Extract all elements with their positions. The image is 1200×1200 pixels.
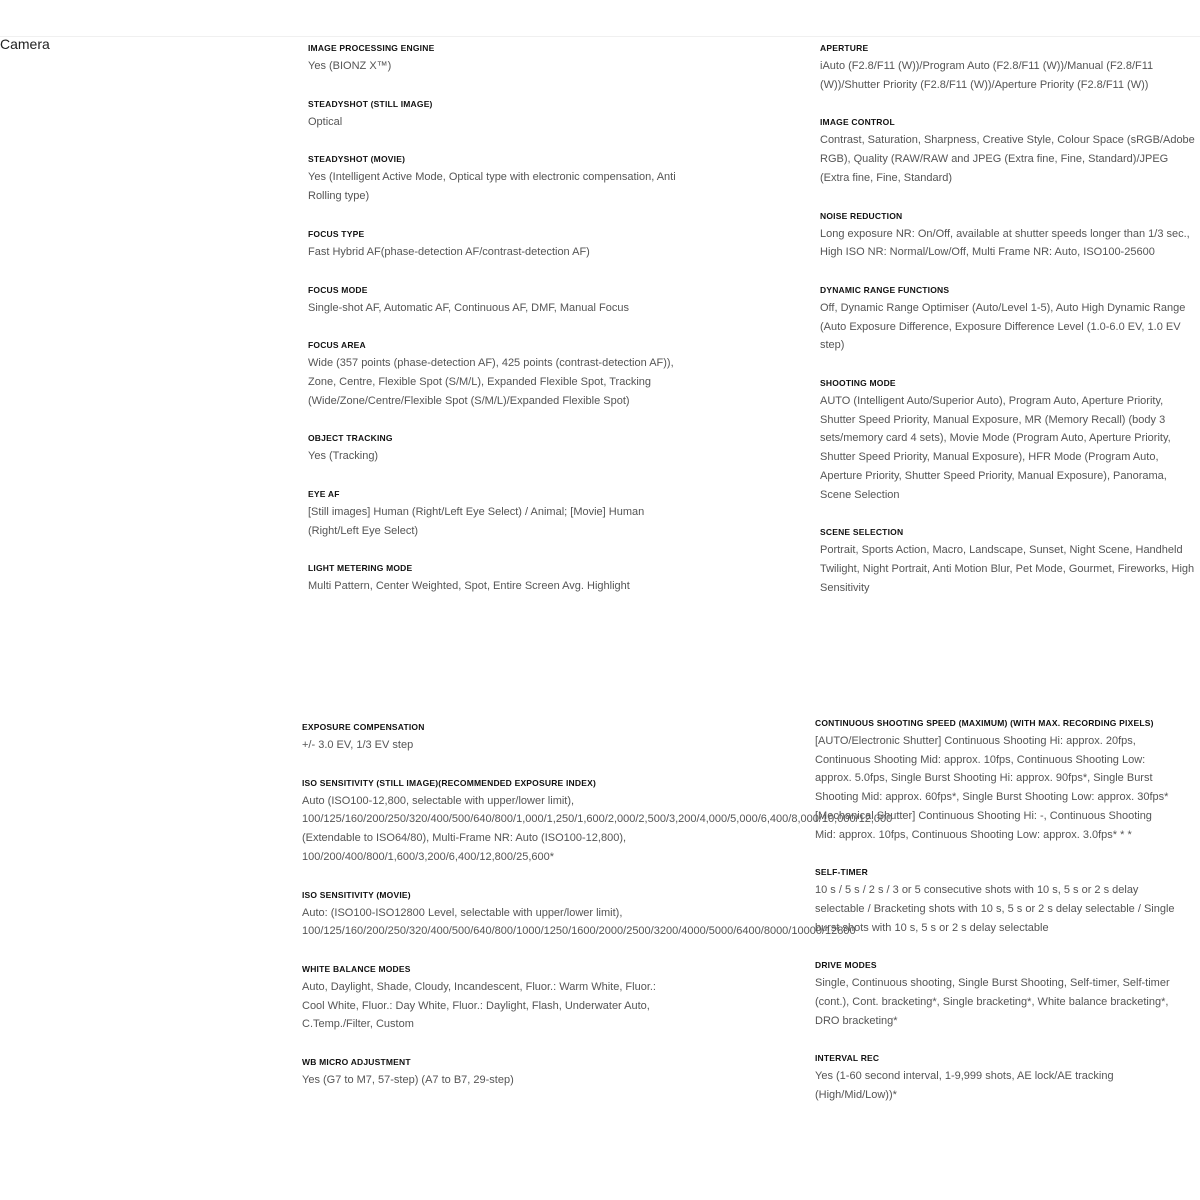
spec-item (815, 956, 1175, 1030)
spec-label: LIGHT METERING MODE (308, 563, 413, 574)
spec-value: iAuto (F2.8/F11 (W))/Program Auto (F2.8/F11 (W))/Manual (F2.8/F11 (W))/Shutter Priority (F2.8/F11 (W))/Aperture Priority (F2.8/F11 (W)) (820, 60, 1154, 91)
spec-value: Off, Dynamic Range Optimiser (Auto/Level 1-5), Auto High Dynamic Range (Auto Exposure Difference, Exposure Difference Level (1.0-6.0 EV, 1.0 EV step) (820, 301, 1186, 352)
spec-label: STEADYSHOT (MOVIE) (308, 154, 406, 165)
spec-value: Contrast, Saturation, Sharpness, Creative Style, Colour Space (sRGB/Adobe RGB), Quality (RAW/RAW and JPEG (Extra fine, Fine, Standard)/JPEG (Extra fine, Fine, Standard) (820, 134, 1195, 184)
spec-item (308, 39, 683, 76)
spec-label: SHOOTING MODE (820, 378, 896, 389)
spec-item (308, 559, 683, 596)
spec-item (815, 863, 1175, 937)
spec-value: Single-shot AF, Automatic AF, Continuous AF, DMF, Manual Focus (308, 301, 629, 314)
spec-item (308, 150, 683, 205)
spec-item (302, 774, 893, 867)
spec-value: Auto, Daylight, Shade, Cloudy, Incandescent, Fluor.: Warm White, Fluor.: Cool White, Fluor.: Day White, Fluor.: Daylight, Flash, Underwater Auto, C.Temp./Filter, Custom (302, 980, 656, 1031)
spec-label: DYNAMIC RANGE FUNCTIONS (820, 284, 950, 295)
spec-label: FOCUS TYPE (308, 228, 365, 239)
spec-item (302, 886, 856, 941)
spec-item (820, 374, 1195, 504)
spec-label: OBJECT TRACKING (308, 433, 393, 444)
spec-label: WHITE BALANCE MODES (302, 963, 411, 974)
spec-item (820, 281, 1195, 355)
spec-item (302, 718, 677, 755)
spec-label: FOCUS MODE (308, 284, 368, 295)
spec-item (815, 1049, 1175, 1104)
spec-value: Yes (G7 to M7, 57-step) (A7 to B7, 29-step) (302, 1074, 514, 1087)
spec-item (820, 113, 1195, 187)
top-bar (0, 0, 1200, 37)
spec-label: STEADYSHOT (STILL IMAGE) (308, 98, 433, 109)
spec-label: DRIVE MODES (815, 960, 877, 971)
specs-column-left-1 (308, 39, 683, 615)
spec-value: Yes (Tracking) (308, 450, 379, 463)
category-label: Camera (0, 36, 50, 52)
spec-value: [AUTO/Electronic Shutter] Continuous Shooting Hi: approx. 20fps, Continuous Shooting Mid: approx. 10fps, Continuous Shooting Low: approx. 5.0fps, Single Burst Shooting Hi: approx. 90fps*, Single Burst Shooting Mid: approx. 60fps*, Single Burst Shooting Low: approx. 30fps* [Mechanical Shutter] Continuous Shooting Hi: -, Continuous Shooting Mid: approx. 10fps, Continuous Shooting Low: approx. 3.0fps* * * (815, 735, 1169, 841)
spec-value: [Still images] Human (Right/Left Eye Select) / Animal; [Movie] Human (Right/Left Eye Select) (308, 506, 645, 537)
spec-value: Yes (BIONZ X™) (308, 60, 392, 72)
spec-label: ISO SENSITIVITY (MOVIE) (302, 889, 411, 900)
spec-label: SCENE SELECTION (820, 527, 904, 538)
spec-value: Yes (1-60 second interval, 1-9,999 shots, AE lock/AE tracking (High/Mid/Low))* (815, 1070, 1114, 1102)
spec-item (308, 485, 683, 540)
spec-item (308, 429, 683, 466)
spec-label: WB MICRO ADJUSTMENT (302, 1057, 411, 1068)
spec-item (820, 207, 1195, 262)
specs-column-right-2 (815, 714, 1175, 1124)
spec-label: INTERVAL REC (815, 1053, 880, 1064)
spec-item (308, 281, 683, 318)
spec-value: Portrait, Sports Action, Macro, Landscape, Sunset, Night Scene, Handheld Twilight, Night Portrait, Anti Motion Blur, Pet Mode, Gourmet, Fireworks, High Sensitivity (820, 544, 1195, 594)
spec-item (308, 336, 683, 410)
spec-label: APERTURE (820, 43, 869, 53)
spec-item (308, 225, 683, 262)
spec-value: Multi Pattern, Center Weighted, Spot, Entire Screen Avg. Highlight (308, 580, 630, 593)
spec-label: SELF-TIMER (815, 867, 868, 878)
spec-item (308, 95, 683, 132)
spec-value: Single, Continuous shooting, Single Burst Shooting, Self-timer, Self-timer (cont.), Cont. bracketing*, Single bracketing*, White balance bracketing*, DRO bracketing* (815, 977, 1170, 1027)
spec-value: Auto: (ISO100-ISO12800 Level, selectable with upper/lower limit), 100/125/160/200/250/320/400/500/640/800/1000/1250/1600/2000/2500/3200/4000/5000/6400/8000/10000/12800 (302, 906, 856, 938)
spec-item (302, 960, 677, 1034)
spec-item (820, 523, 1195, 597)
spec-label: ISO SENSITIVITY (STILL IMAGE)(RECOMMENDED EXPOSURE INDEX) (302, 777, 596, 788)
spec-value: AUTO (Intelligent Auto/Superior Auto), Program Auto, Aperture Priority, Shutter Speed Priority, Manual Exposure, MR (Memory Recall) (body 3 sets/memory card 4 sets), Movie Mode (Program Auto, Aperture Priority, Shutter Speed Priority, Manual Exposure), HFR Mode (Program Auto, Aperture Priority, Shutter Speed Priority, Manual Exposure), Panorama, Scene Selection (820, 395, 1171, 501)
spec-value: Long exposure NR: On/Off, available at shutter speeds longer than 1/3 sec., High ISO NR: Normal/Low/Off, Multi Frame NR: Auto, ISO100-25600 (820, 227, 1190, 259)
spec-label: CONTINUOUS SHOOTING SPEED (MAXIMUM) (WITH MAX. RECORDING PIXELS) (815, 718, 1154, 728)
spec-value: 10 s / 5 s / 2 s / 3 or 5 consecutive shots with 10 s, 5 s or 2 s delay selectable / Bracketing shots with 10 s, 5 s or 2 s delay selectable / Single burst shots with 10 s, 5 s or 2 s delay selectable (815, 884, 1175, 934)
spec-value: Yes (Intelligent Active Mode, Optical type with electronic compensation, Anti Rolling type) (308, 171, 676, 203)
spec-value: Wide (357 points (phase-detection AF), 425 points (contrast-detection AF)), Zone, Centre, Flexible Spot (S/M/L), Expanded Flexible Spot, Tracking (Wide/Zone/Centre/Flexible Spot (S/M/L)/Expanded Flexible Spot) (308, 357, 674, 407)
specs-column-right-1 (820, 39, 1195, 616)
spec-item (820, 39, 1195, 94)
spec-label: FOCUS AREA (308, 340, 366, 351)
spec-value: Optical (308, 115, 343, 128)
spec-label: NOISE REDUCTION (820, 210, 903, 221)
spec-label: EYE AF (308, 489, 340, 500)
spec-value: +/- 3.0 EV, 1/3 EV step (302, 739, 414, 751)
spec-label: IMAGE PROCESSING ENGINE (308, 43, 435, 53)
spec-label: IMAGE CONTROL (820, 117, 895, 128)
spec-value: Fast Hybrid AF(phase-detection AF/contrast-detection AF) (308, 245, 590, 258)
spec-item (302, 1053, 677, 1090)
spec-label: EXPOSURE COMPENSATION (302, 722, 425, 732)
spec-value: Auto (ISO100-12,800, selectable with upper/lower limit), 100/125/160/200/250/320/400/500/640/800/1,000/1,250/1,600/2,000/2,500/3,200/4,000/5,000/6,400/8,000/10,000/12,000 (Extendable to ISO64/80), Multi-Frame NR: Auto (ISO100-12,800), 100/200/400/800/1,600/3,200/6,400/12,800/25,600* (302, 794, 893, 863)
spec-item (815, 714, 1175, 844)
